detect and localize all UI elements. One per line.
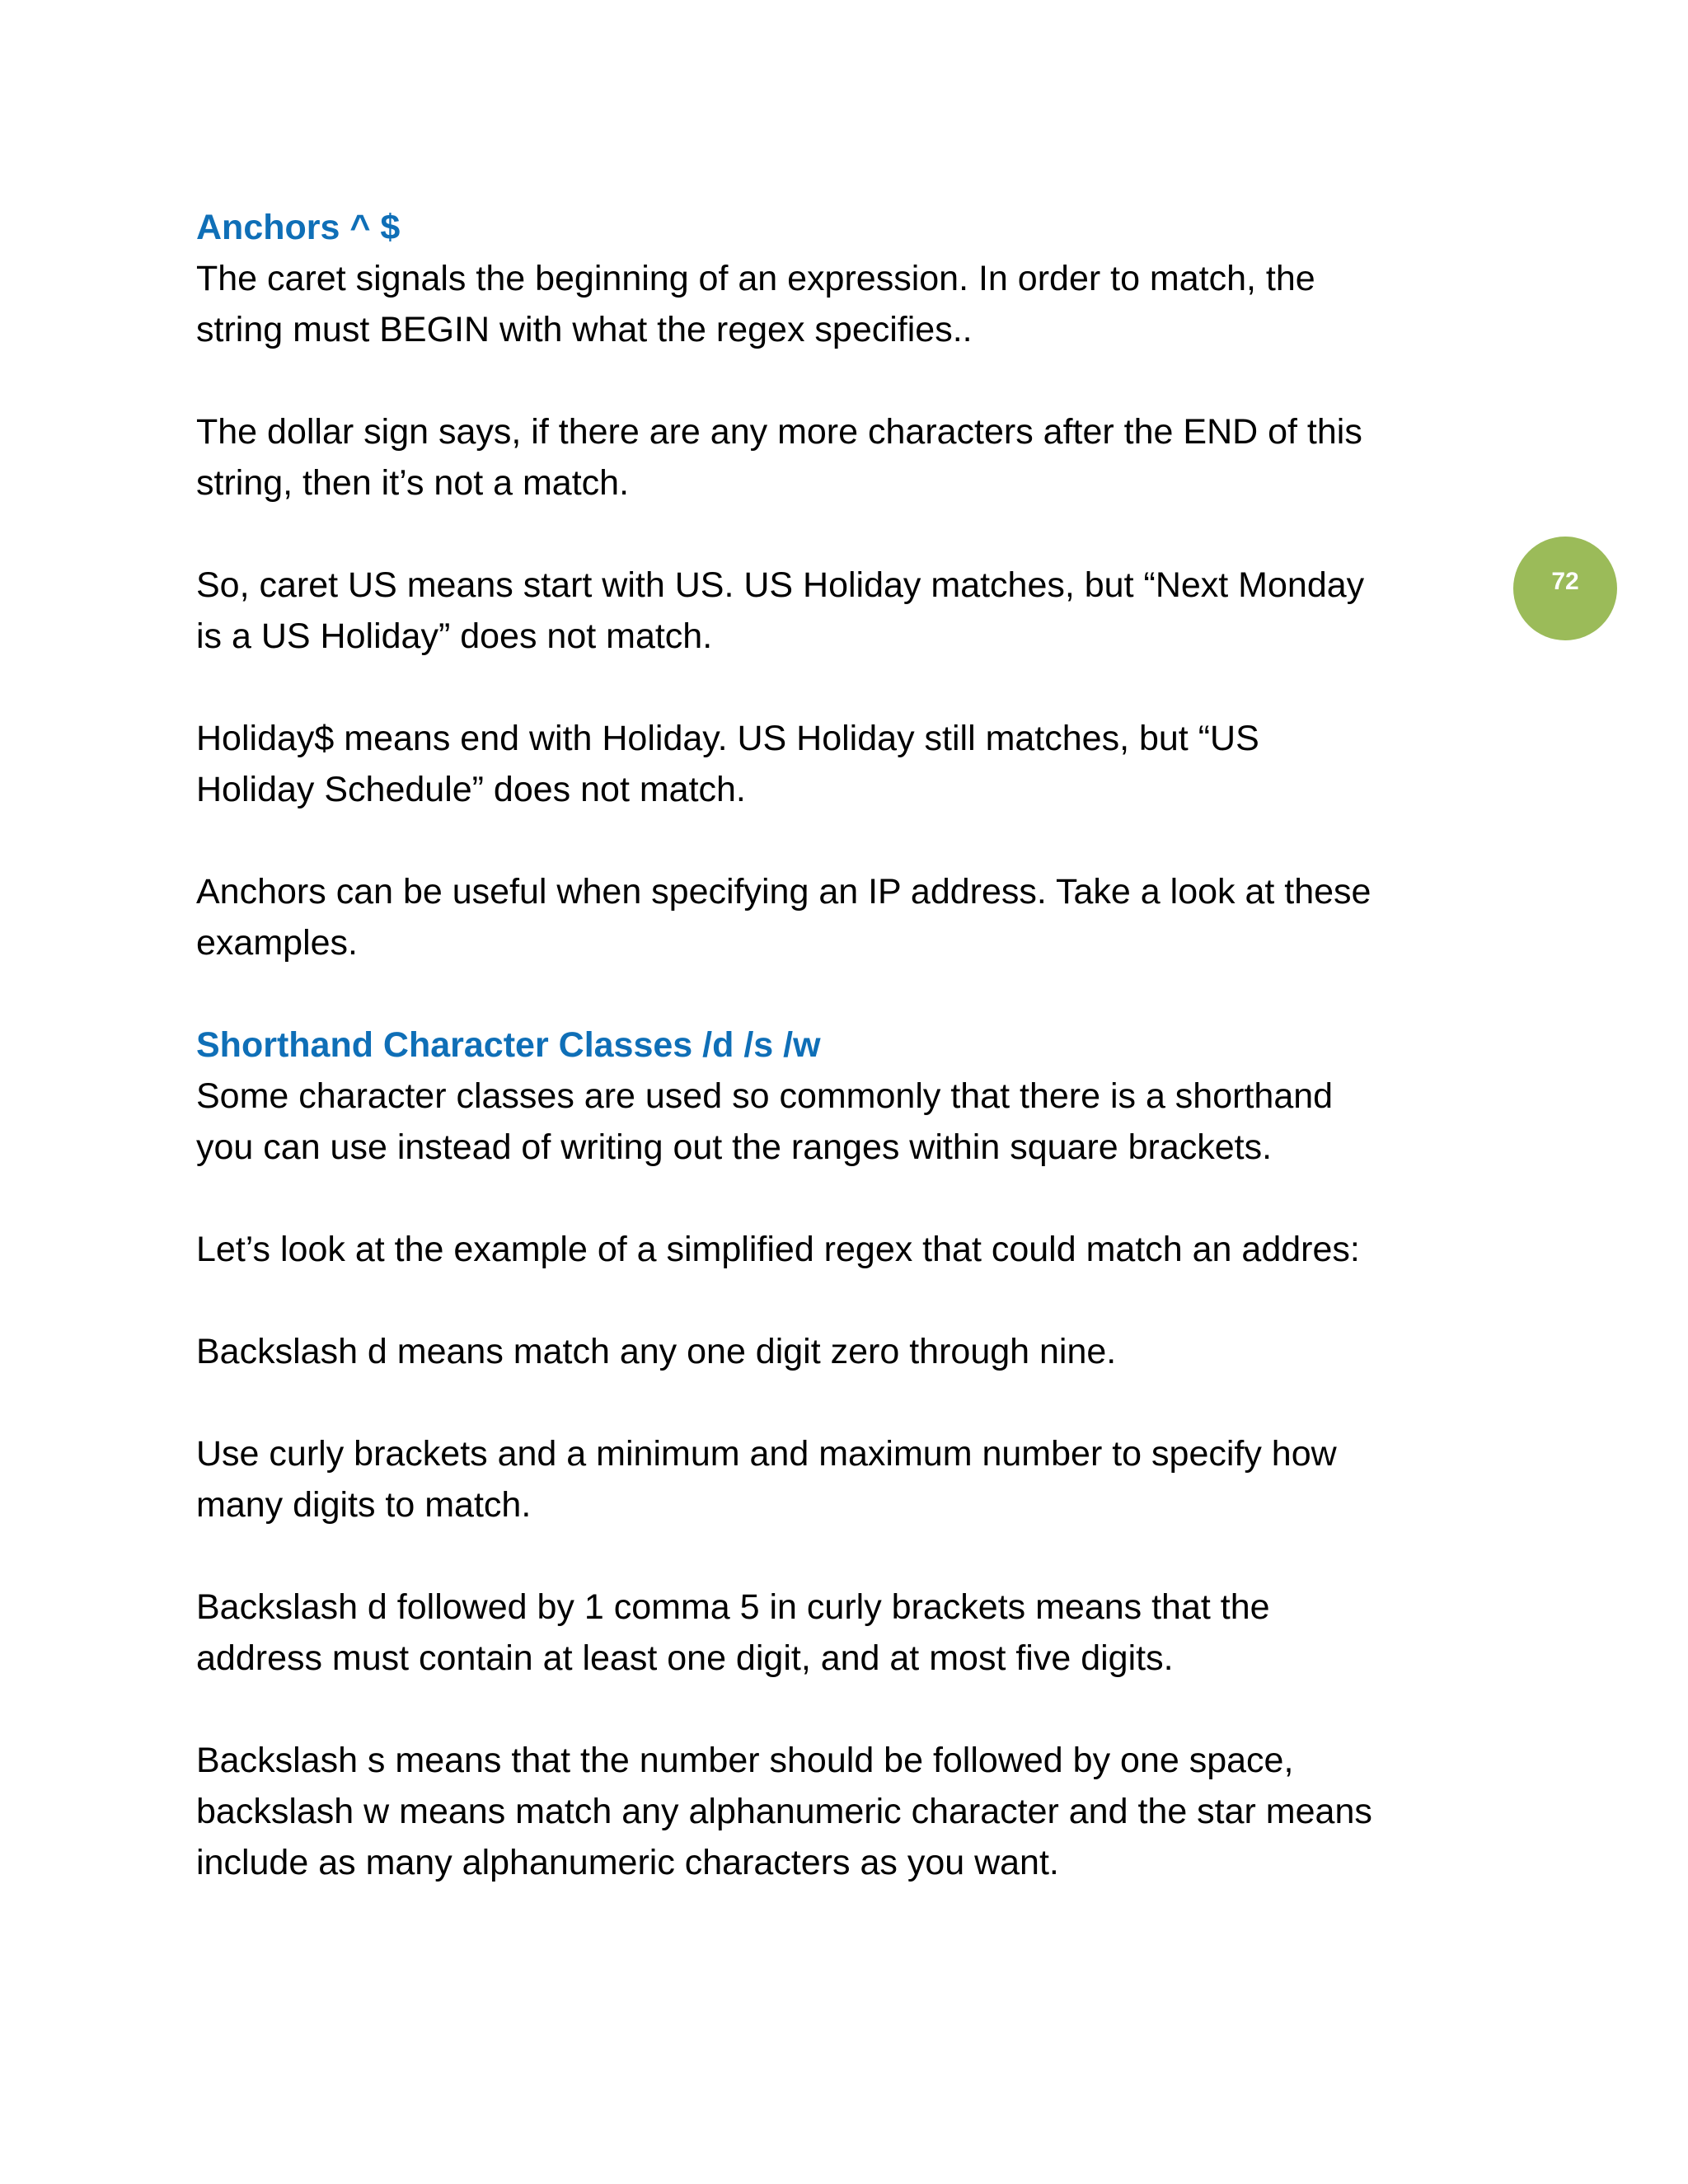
text-line: Let’s look at the example of a simplified regex that could match an addres: [196, 1230, 1360, 1269]
text-line: Holiday$ means end with Holiday. US Holiday still matches, but “US [196, 719, 1259, 758]
text-line: string, then it’s not a match. [196, 463, 630, 503]
paragraph [196, 1326, 1482, 1377]
paragraph [196, 1224, 1482, 1275]
text-line: address must contain at least one digit, and at most five digits. [196, 1638, 1174, 1678]
text-line: Holiday Schedule” does not match. [196, 770, 746, 809]
text-line: Backslash d means match any one digit zero through nine. [196, 1332, 1117, 1371]
paragraph [196, 253, 1482, 355]
paragraph [196, 406, 1482, 509]
paragraph [196, 866, 1482, 968]
text-line: So, caret US means start with US. US Holiday matches, but “Next Monday [196, 565, 1365, 605]
paragraph [196, 1071, 1482, 1173]
text-line: is a US Holiday” does not match. [196, 616, 713, 656]
paragraph [196, 1582, 1482, 1684]
text-line: Backslash s means that the number should be followed by one space, [196, 1741, 1294, 1780]
text-line: examples. [196, 923, 358, 963]
text-line: The caret signals the beginning of an expression. In order to match, the [196, 259, 1315, 298]
paragraph [196, 560, 1482, 662]
paragraph [196, 1428, 1482, 1530]
text-line: include as many alphanumeric characters as you want. [196, 1843, 1059, 1882]
page-number: 72 [1551, 568, 1579, 595]
paragraph [196, 1735, 1482, 1888]
text-line: Use curly brackets and a minimum and maximum number to specify how [196, 1434, 1337, 1474]
section-heading-anchors: Anchors ^ $ [196, 208, 401, 247]
text-line: The dollar sign says, if there are any more characters after the END of this [196, 412, 1362, 452]
page-number-badge [1513, 537, 1617, 640]
text-line: you can use instead of writing out the ranges within square brackets. [196, 1127, 1273, 1167]
text-line: Some character classes are used so commonly that there is a shorthand [196, 1076, 1334, 1116]
text-line: Anchors can be useful when specifying an IP address. Take a look at these [196, 872, 1372, 912]
paragraph [196, 713, 1482, 815]
text-line: string must BEGIN with what the regex specifies.. [196, 310, 973, 349]
text-line: many digits to match. [196, 1485, 532, 1525]
text-line: backslash w means match any alphanumeric character and the star means [196, 1792, 1372, 1831]
page-content [196, 202, 1482, 1888]
text-line: Backslash d followed by 1 comma 5 in curly brackets means that the [196, 1587, 1270, 1627]
section-heading-shorthand: Shorthand Character Classes /d /s /w [196, 1025, 821, 1065]
